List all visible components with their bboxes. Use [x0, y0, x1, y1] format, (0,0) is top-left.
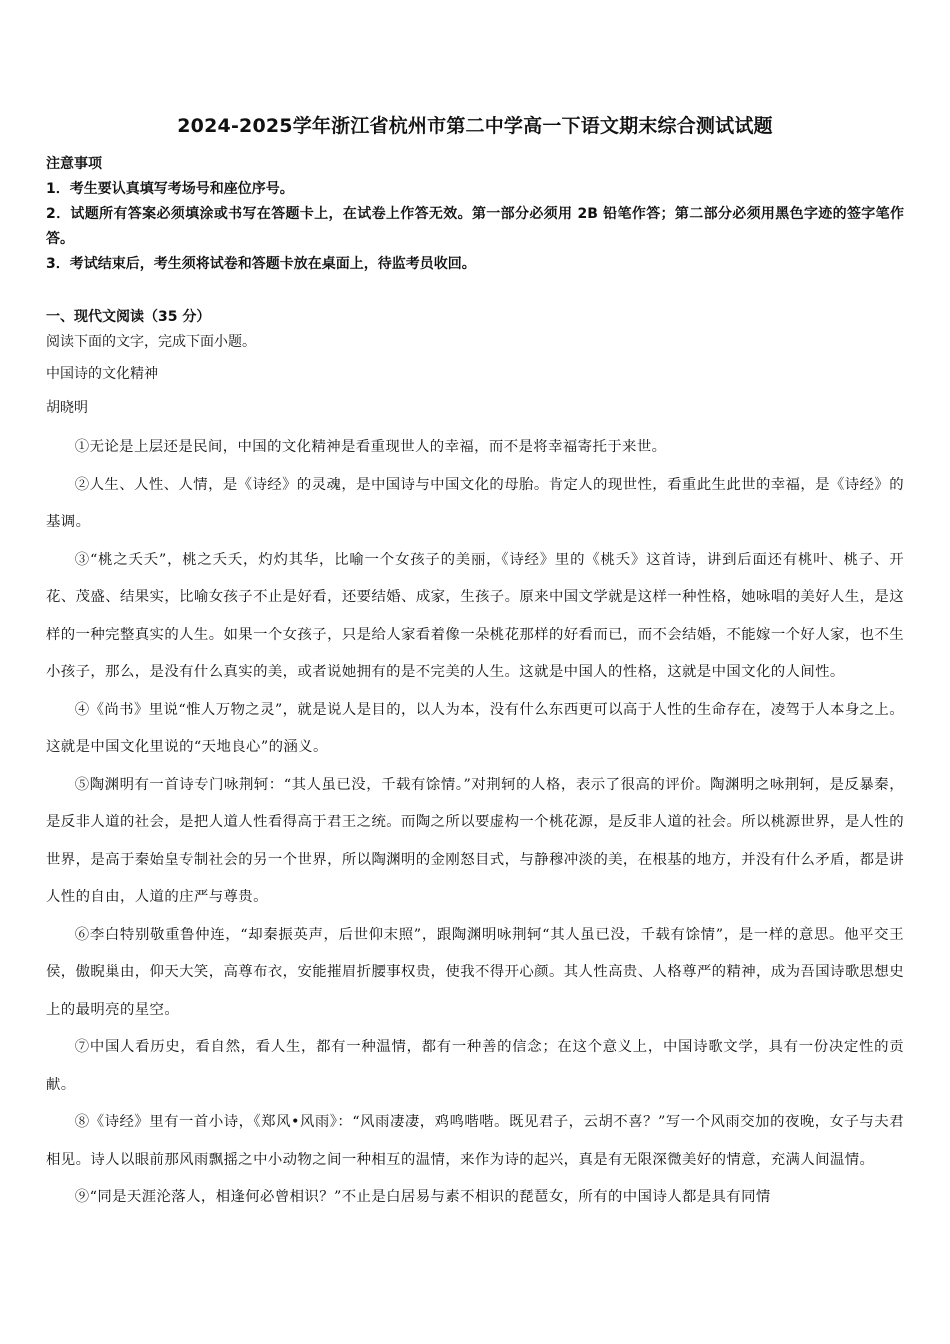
notice-item-1: 1．考生要认真填写考场号和座位序号。	[46, 181, 294, 197]
article-paragraph-4: ④《尚书》里说“惟人万物之灵”，就是说人是目的，以人为本，没有什么东西更可以高于人性的生命存在，凌驾于人本身之上。这就是中国文化里说的“天地良心”的涵义。	[46, 701, 904, 755]
article-paragraph-1: ①无论是上层还是民间，中国的文化精神是看重现世人的幸福，而不是将幸福寄托于来世。	[74, 439, 667, 455]
section-heading: 一、现代文阅读（35 分）	[46, 309, 211, 325]
article	[46, 361, 904, 1217]
exam-title: 2024-2025学年浙江省杭州市第二中学高一下语文期末综合测试试题	[177, 115, 773, 137]
article-paragraph-2: ②人生、人性、人情，是《诗经》的灵魂，是中国诗与中国文化的母胎。肯定人的现世性，看重此生此世的幸福，是《诗经》的基调。	[46, 476, 904, 530]
notice-item-3: 3．考试结束后，考生须将试卷和答题卡放在桌面上，待监考员收回。	[46, 256, 476, 272]
article-paragraph-3: ③“桃之夭夭”，桃之夭夭，灼灼其华，比喻一个女孩子的美丽，《诗经》里的《桃夭》这首诗，讲到后面还有桃叶、桃子、开花、茂盛、结果实，比喻女孩子不止是好看，还要结婚、成家，生孩子。原来中国文学就是这样一种性格，她咏唱的美好人生，是这样的一种完整真实的人生。如果一个女孩子，只是给人家看着像一朵桃花那样的好看而已，而不会结婚，不能嫁一个好人家，也不生小孩子，那么，是没有什么真实的美，或者说她拥有的是不完美的人生。这就是中国人的性格，这就是中国文化的人间性。	[46, 551, 904, 680]
article-author: 胡晓明	[46, 400, 88, 416]
section-instruction: 阅读下面的文字，完成下面小题。	[46, 334, 256, 350]
notice-heading: 注意事项	[46, 156, 102, 172]
article-paragraph-6: ⑥李白特别敬重鲁仲连，“却秦振英声，后世仰末照”，跟陶渊明咏荆轲“其人虽已没，千载有馀情”，是一样的意思。他平交王侯，傲睨巢由，仰天大笑，高尊布衣，安能摧眉折腰事权贵，使我不得开心颜。其人性高贵、人格尊严的精神，成为吾国诗歌思想史上的最明亮的星空。	[46, 926, 904, 1018]
article-title: 中国诗的文化精神	[46, 366, 158, 382]
article-paragraph-8: ⑧《诗经》里有一首小诗，《郑风•风雨》：“风雨凄凄，鸡鸣喈喈。既见君子，云胡不喜？”写一个风雨交加的夜晚，女子与夫君相见。诗人以眼前那风雨飘摇之中小动物之间一种相互的温情，来作为诗的起兴，真是有无限深微美好的情意，充满人间温情。	[46, 1114, 904, 1168]
article-paragraph-7: ⑦中国人看历史，看自然，看人生，都有一种温情，都有一种善的信念；在这个意义上，中国诗歌文学，具有一份决定性的贡献。	[46, 1039, 904, 1093]
notice-item-2: 2．试题所有答案必须填涂或书写在答题卡上，在试卷上作答无效。第一部分必须用 2B 铅笔作答；第二部分必须用黑色字迹的签字笔作答。	[46, 206, 904, 247]
article-paragraph-5: ⑤陶渊明有一首诗专门咏荆轲：“其人虽已没，千载有馀情。”对荆轲的人格，表示了很高的评价。陶渊明之咏荆轲，是反暴秦，是反非人道的社会，是把人道人性看得高于君王之统。而陶之所以要虚构一个桃花源，是反非人道的社会。所以桃源世界，是人性的世界，是高于秦始皇专制社会的另一个世界，所以陶渊明的金刚怒目式，与静穆冲淡的美，在根基的地方，并没有什么矛盾，都是讲人性的自由，人道的庄严与尊贵。	[46, 776, 904, 905]
notice-block	[46, 152, 904, 277]
article-paragraph-9: ⑨“同是天涯沦落人，相逢何必曾相识？”不止是白居易与素不相识的琵琶女，所有的中国诗人都是具有同情	[74, 1189, 771, 1205]
